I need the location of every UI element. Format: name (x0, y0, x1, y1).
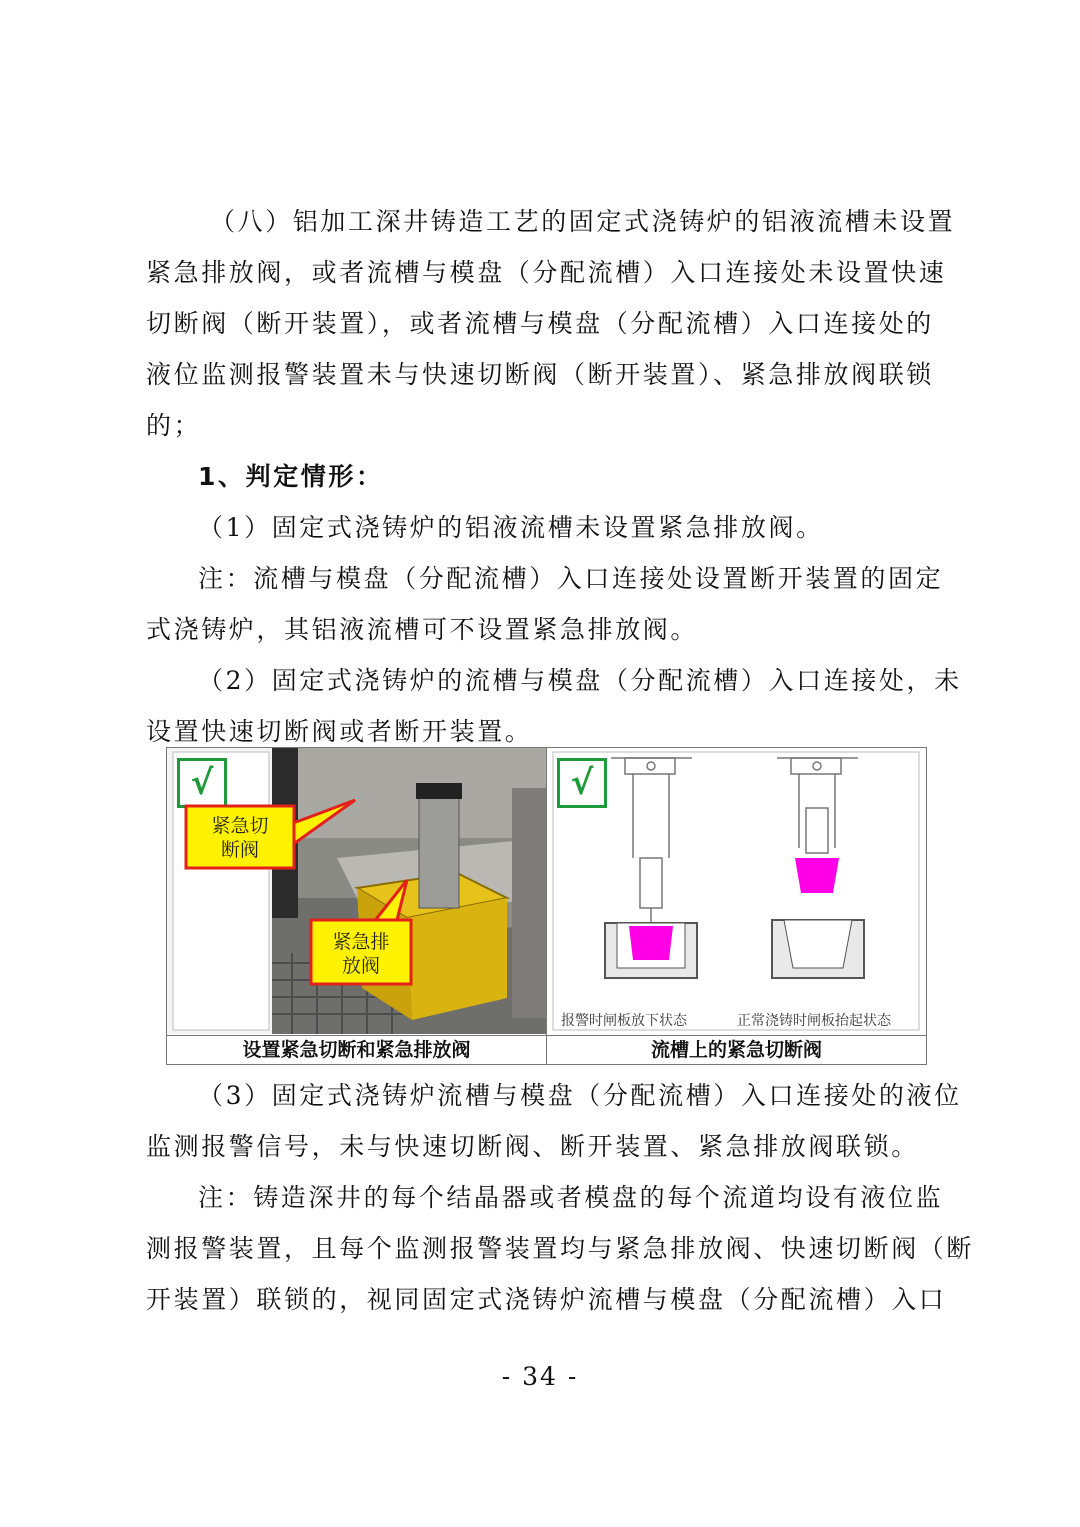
page-number: - 34 - (501, 1362, 579, 1391)
item-1: （1）固定式浇铸炉的铝液流槽未设置紧急排放阀。 (198, 513, 824, 542)
note-2-line-2: 测报警装置，且每个监测报警装置均与紧急排放阀、快速切断阀（断 (146, 1234, 975, 1263)
left-photo-panel (167, 748, 546, 1034)
section-heading: 1、判定情形： (198, 462, 384, 491)
right-diagram-panel (547, 748, 926, 1034)
left-figure-caption: 设置紧急切断和紧急排放阀 (167, 1035, 546, 1064)
para-8-line-4: 液位监测报警装置未与快速切断阀（断开装置）、紧急排放阀联锁 (146, 360, 934, 389)
check-mark-icon: √ (557, 758, 607, 808)
para-8-line-3: 切断阀（断开装置），或者流槽与模盘（分配流槽）入口连接处的 (146, 309, 934, 338)
figure-divider (546, 748, 547, 1064)
note-1-line-2: 式浇铸炉，其铝液流槽可不设置紧急排放阀。 (146, 615, 699, 644)
callout-1-line-2: 断阀 (220, 839, 260, 861)
item-2-line-2: 设置快速切断阀或者断开装置。 (146, 717, 533, 746)
item-3-line-2: 监测报警信号，未与快速切断阀、断开装置、紧急排放阀联锁。 (146, 1132, 919, 1161)
right-figure-caption: 流槽上的紧急切断阀 (547, 1035, 926, 1064)
para-8-line-5: 的； (146, 411, 202, 440)
callout-2-line-1: 紧急排 (332, 931, 390, 953)
callout-1-line-1: 紧急切 (211, 815, 269, 837)
note-2-line-3: 开装置）联锁的，视同固定式浇铸炉流槽与模盘（分配流槽）入口 (146, 1285, 947, 1314)
callout-2-line-2: 放阀 (341, 955, 381, 977)
check-mark-icon: √ (177, 758, 227, 808)
para-8-line-1: （八）铝加工深井铸造工艺的固定式浇铸炉的铝液流槽未设置 (210, 207, 956, 236)
sub-caption-gate-down: 报警时闸板放下状态 (561, 1013, 687, 1029)
sub-caption-gate-up: 正常浇铸时闸板抬起状态 (737, 1013, 891, 1029)
figure-panel (166, 747, 927, 1065)
callout-graphics (167, 748, 546, 1034)
item-2-line-1: （2）固定式浇铸炉的流槽与模盘（分配流槽）入口连接处，未 (198, 666, 962, 695)
note-2-line-1: 注：铸造深井的每个结晶器或者模盘的每个流道均设有液位监 (198, 1183, 944, 1212)
para-8-line-2: 紧急排放阀，或者流槽与模盘（分配流槽）入口连接处未设置快速 (146, 258, 947, 287)
note-1-line-1: 注：流槽与模盘（分配流槽）入口连接处设置断开装置的固定 (198, 564, 944, 593)
item-3-line-1: （3）固定式浇铸炉流槽与模盘（分配流槽）入口连接处的液位 (198, 1081, 962, 1110)
